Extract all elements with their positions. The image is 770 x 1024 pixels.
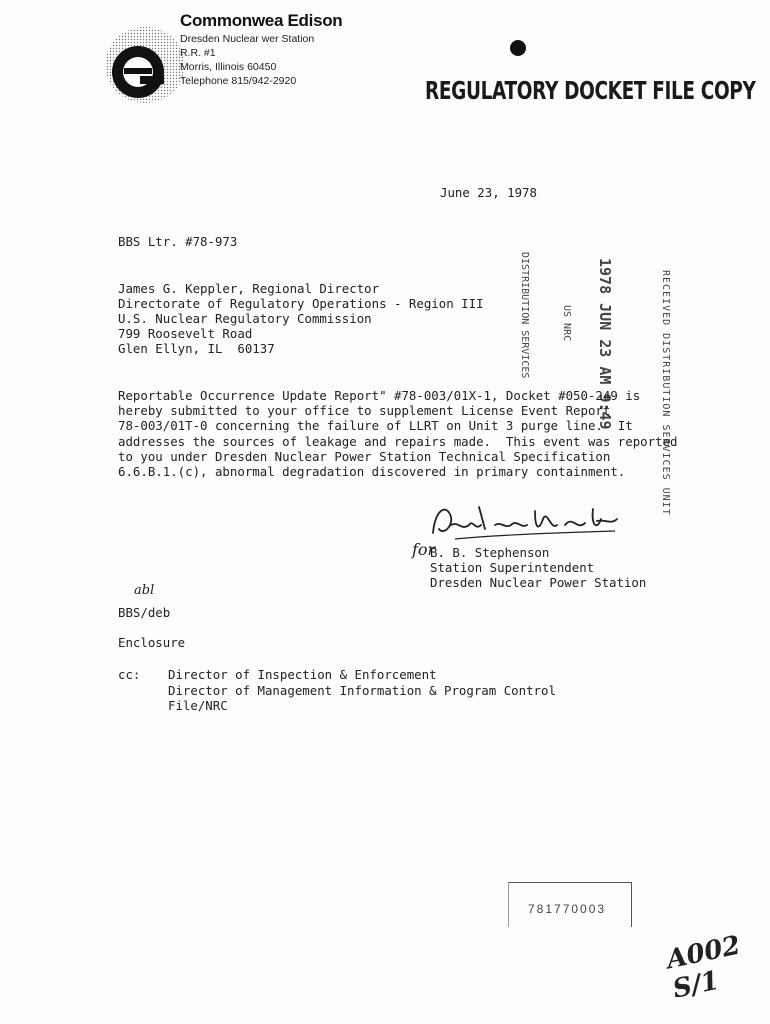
signer-organization: Dresden Nuclear Power Station — [430, 575, 647, 590]
edison-logo — [100, 20, 190, 106]
body-line: addresses the sources of leakage and repairs made. This event was reported — [118, 434, 678, 449]
punch-hole — [510, 40, 526, 56]
letter-reference: BBS Ltr. #78-973 — [118, 234, 238, 249]
cc-label: cc: — [118, 667, 141, 682]
received-stamp-text: US NRC — [561, 305, 572, 342]
handwritten-corner-note: A002 S/1 — [664, 930, 744, 1005]
body-line: to you under Dresden Nuclear Power Station Technical Specification — [118, 449, 611, 464]
address-line: U.S. Nuclear Regulatory Commission — [118, 311, 372, 326]
cc-recipient: Director of Inspection & Enforcement — [168, 667, 437, 682]
letterhead-line: Dresden Nuclear wer Station — [180, 33, 315, 45]
body-line: 78-003/01T-0 concerning the failure of LLRT on Unit 3 purge line. It — [118, 418, 633, 433]
cc-recipient: Director of Management Information & Program Control — [168, 683, 556, 698]
received-stamp-text: RECEIVED DISTRIBUTION SERVICES UNIT — [660, 270, 671, 516]
letterhead-line: R.R. #1 — [180, 47, 216, 59]
per-mark: for — [412, 540, 436, 559]
docket-stamp: REGULATORY DOCKET FILE COPY — [425, 76, 756, 105]
received-stamp-date: 1978 JUN 23 AM 9:49 — [596, 258, 614, 430]
enclosure-note: Enclosure — [118, 635, 186, 650]
received-stamp-text: DISTRIBUTION SERVICES — [519, 252, 530, 379]
handwritten-initials: abl — [134, 583, 155, 598]
letterhead-line: Morris, Illinois 60450 — [180, 61, 277, 73]
body-line: 6.6.B.1.(c), abnormal degradation discovered in primary containment. — [118, 464, 626, 479]
body-line: hereby submitted to your office to supplement License Event Report — [118, 403, 611, 418]
handwritten-signature — [425, 495, 625, 545]
company-name: Commonwea Edison — [180, 11, 343, 30]
signer-name: B. B. Stephenson — [430, 545, 550, 560]
typist-initials: BBS/deb — [118, 605, 171, 620]
letterhead-line: Telephone 815/942-2920 — [180, 75, 297, 87]
address-line: Directorate of Regulatory Operations - Region III — [118, 296, 484, 311]
body-line: Reportable Occurrence Update Report" #78-003/01X-1, Docket #050-249 is — [118, 388, 641, 403]
address-line: 799 Roosevelt Road — [118, 326, 253, 341]
address-line: Glen Ellyn, IL 60137 — [118, 341, 275, 356]
letter-date: June 23, 1978 — [440, 185, 537, 200]
address-line: James G. Keppler, Regional Director — [118, 281, 380, 296]
document-number: 781770003 — [528, 902, 607, 916]
signer-title: Station Superintendent — [430, 560, 595, 575]
cc-recipient: File/NRC — [168, 698, 228, 713]
